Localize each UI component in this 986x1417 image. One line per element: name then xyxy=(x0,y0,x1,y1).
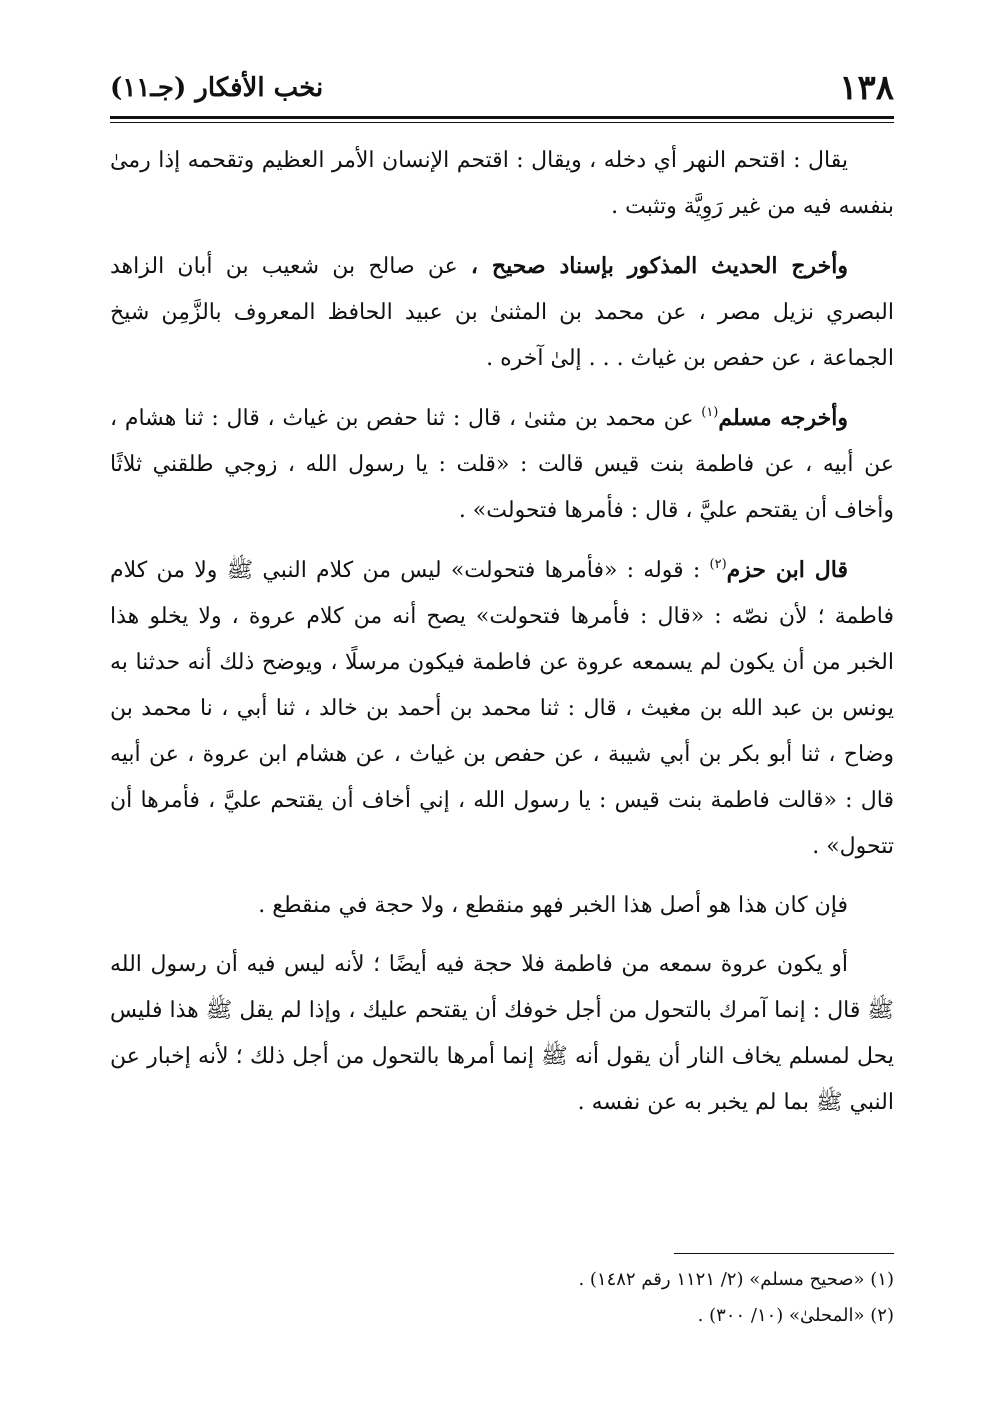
page-number: ١٣٨ xyxy=(839,68,894,108)
paragraph-4 xyxy=(110,547,894,870)
paragraph-5 xyxy=(110,883,894,929)
paragraph-lead: وأخرج الحديث المذكور بإسناد صحيح ، xyxy=(470,253,848,279)
footnote-1: (١) «صحيح مسلم» (٢/ ١١٢١ رقم ١٤٨٢) . xyxy=(578,1269,894,1290)
paragraph-lead: قال ابن حزم xyxy=(726,557,848,583)
footnotes xyxy=(110,1262,894,1334)
paragraph-3 xyxy=(110,395,894,534)
paragraph-text: يقال : اقتحم النهر أي دخله ، ويقال : اقتحم الإنسان الأمر العظيم وتقحمه إذا رمىٰ بنفسه فيه من غير رَوِيَّة وتثبت . xyxy=(110,148,894,219)
paragraph-2 xyxy=(110,243,894,382)
footnote-ref-2[interactable]: (٢) xyxy=(709,557,727,572)
footnote-2: (٢) «المحلىٰ» (١٠/ ٣٠٠) . xyxy=(697,1305,894,1326)
paragraph-text: : قوله : «فأمرها فتحولت» ليس من كلام النبي ﷺ ولا من كلام فاطمة ؛ لأن نصّه : «قال : فأمرها فتحولت» يصح أنه من كلام عروة ، ولا يخلو هذا الخبر من أن يكون لم يسمعه عروة عن فاطمة فيكون مرسلًا ، ويوضح ذلك أنه حدثنا به يونس بن عبد الله بن مغيث ، قال : ثنا محمد بن أحمد بن خالد ، ثنا أبي ، نا محمد بن وضاح ، ثنا أبو بكر بن أبي شيبة ، عن حفص بن غياث ، عن هشام ابن عروة ، عن أبيه قال : «قالت فاطمة بنت قيس : يا رسول الله ، إني أخاف أن يقتحم عليَّ ، فأمرها أن تتحول» . xyxy=(110,558,894,859)
paragraph-text: عن صالح بن شعيب بن أبان الزاهد البصري نزيل مصر ، عن محمد بن المثنىٰ بن عبيد الحافظ المعروف بالزَّمِن شيخ الجماعة ، عن حفص بن غياث . . . إلىٰ آخره . xyxy=(110,254,894,371)
running-title: نخب الأفكار (جـ١١) xyxy=(110,73,324,103)
paragraph-text: عن محمد بن مثنىٰ ، قال : ثنا حفص بن غياث ، قال : ثنا هشام ، عن أبيه ، عن فاطمة بنت قيس قالت : «قلت : يا رسول الله ، زوجي طلقني ثلاثًا وأخاف أن يقتحم عليَّ ، قال : فأمرها فتحولت» . xyxy=(110,406,894,523)
footnote-rule xyxy=(674,1253,894,1254)
paragraph-text: أو يكون عروة سمعه من فاطمة فلا حجة فيه أيضًا ؛ لأنه ليس فيه أن رسول الله ﷺ قال : إنما آمرك بالتحول من أجل خوفك أن يقتحم عليك ، وإذا لم يقل ﷺ هذا فليس يحل لمسلم يخاف النار أن يقول أنه ﷺ إنما أمرها بالتحول من أجل ذلك ؛ لأنه إخبار عن النبي ﷺ بما لم يخبر به عن نفسه . xyxy=(110,952,894,1115)
main-text xyxy=(110,138,894,1139)
page-header xyxy=(110,66,894,110)
paragraph-1 xyxy=(110,138,894,230)
paragraph-6 xyxy=(110,942,894,1126)
footnote-ref-1[interactable]: (١) xyxy=(701,405,719,420)
paragraph-lead: وأخرجه مسلم xyxy=(718,405,848,431)
header-rule xyxy=(110,116,894,123)
paragraph-text: فإن كان هذا هو أصل هذا الخبر فهو منقطع ، ولا حجة في منقطع . xyxy=(258,893,848,918)
